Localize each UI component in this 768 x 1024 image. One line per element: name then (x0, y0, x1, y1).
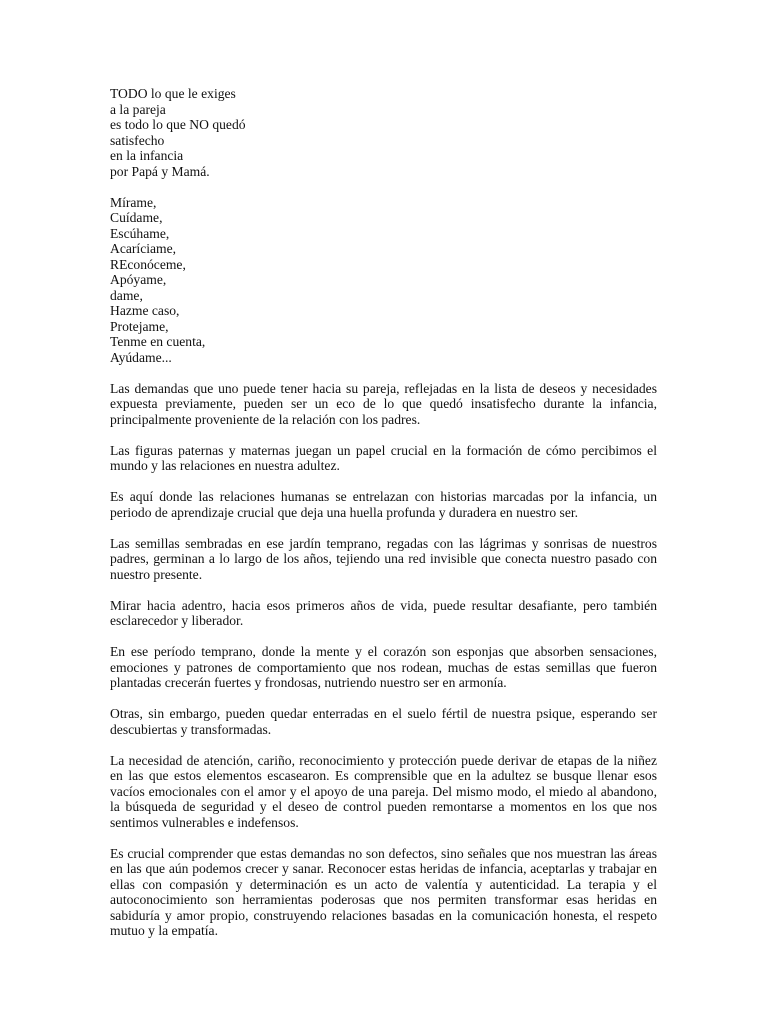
body-paragraph: Es crucial comprender que estas demandas no son defectos, sino señales que nos muestran las áreas en las que aún podemos crecer y sanar. Reconocer estas heridas de infancia, aceptarlas y trabajar en ellas con compasión y determinación es un acto de valentía y autenticidad. La terapia y el autoconocimiento son herramientas poderosas que nos permiten transformar esas heridas en sabiduría y amor propio, construyendo relaciones basadas en la comunicación honesta, el respeto mutuo y la empatía. (110, 845, 657, 938)
body-paragraph: Las figuras paternas y maternas juegan un papel crucial en la formación de cómo percibimos el mundo y las relaciones en nuestra adultez. (110, 442, 657, 473)
body-paragraph: Es aquí donde las relaciones humanas se entrelazan con historias marcadas por la infancia, un periodo de aprendizaje crucial que deja una huella profunda y duradera en nuestro ser. (110, 489, 657, 520)
request-line: Tenme en cuenta, (110, 334, 206, 349)
body-paragraph: La necesidad de atención, cariño, reconocimiento y protección puede derivar de etapas de la niñez en las que estos elementos escasearon. Es comprensible que en la adultez se busque llenar esos vacíos emocionales con el amor y el apoyo de una pareja. Del mismo modo, el miedo al abandono, la búsqueda de seguridad y el deseo de control pueden remontarse a momentos en los que nos sentimos vulnerables e indefensos. (110, 752, 657, 830)
intro-line: por Papá y Mamá. (110, 163, 210, 179)
requests-list (110, 195, 657, 366)
request-line: Mírame, (110, 194, 157, 210)
body-paragraph: Las demandas que uno puede tener hacia su pareja, reflejadas en la lista de deseos y necesidades expuesta previamente, pueden ser un eco de lo que quedó insatisfecho durante la infancia, principalmente proveniente de la relación con los padres. (110, 380, 657, 427)
request-line: Ayúdame... (110, 349, 172, 365)
request-line: Hazme caso, (110, 303, 180, 318)
request-line: Apóyame, (110, 272, 167, 287)
body-paragraph: Mirar hacia adentro, hacia esos primeros años de vida, puede resultar desafiante, pero también esclarecedor y liberador. (110, 597, 657, 628)
intro-line: a la pareja (110, 101, 166, 117)
intro-verse (110, 86, 657, 179)
document-page (110, 86, 657, 954)
body-paragraph: En ese período temprano, donde la mente y el corazón son esponjas que absorben sensaciones, emociones y patrones de comportamiento que nos rodean, muchas de estas semillas que fueron plantadas crecerán fuertes y frondosas, nutriendo nuestro ser en armonía. (110, 644, 657, 690)
request-line: REconóceme, (110, 256, 186, 272)
intro-line: es todo lo que NO quedó (110, 117, 246, 132)
request-line: dame, (110, 287, 143, 303)
intro-line: TODO lo que le exiges (110, 86, 236, 101)
body-paragraph: Las semillas sembradas en ese jardín temprano, regadas con las lágrimas y sonrisas de nuestros padres, germinan a lo largo de los años, tejiendo una red invisible que conecta nuestro pasado con nuestro presente. (110, 535, 657, 582)
request-line: Escúhame, (110, 225, 170, 241)
request-line: Cuídame, (110, 210, 163, 225)
request-line: Acaríciame, (110, 241, 177, 256)
request-line: Protejame, (110, 318, 169, 334)
intro-line: en la infancia (110, 148, 184, 163)
body-paragraph: Otras, sin embargo, pueden quedar enterradas en el suelo fértil de nuestra psique, esperando ser descubiertas y transformadas. (110, 706, 657, 737)
intro-line: satisfecho (110, 132, 165, 148)
